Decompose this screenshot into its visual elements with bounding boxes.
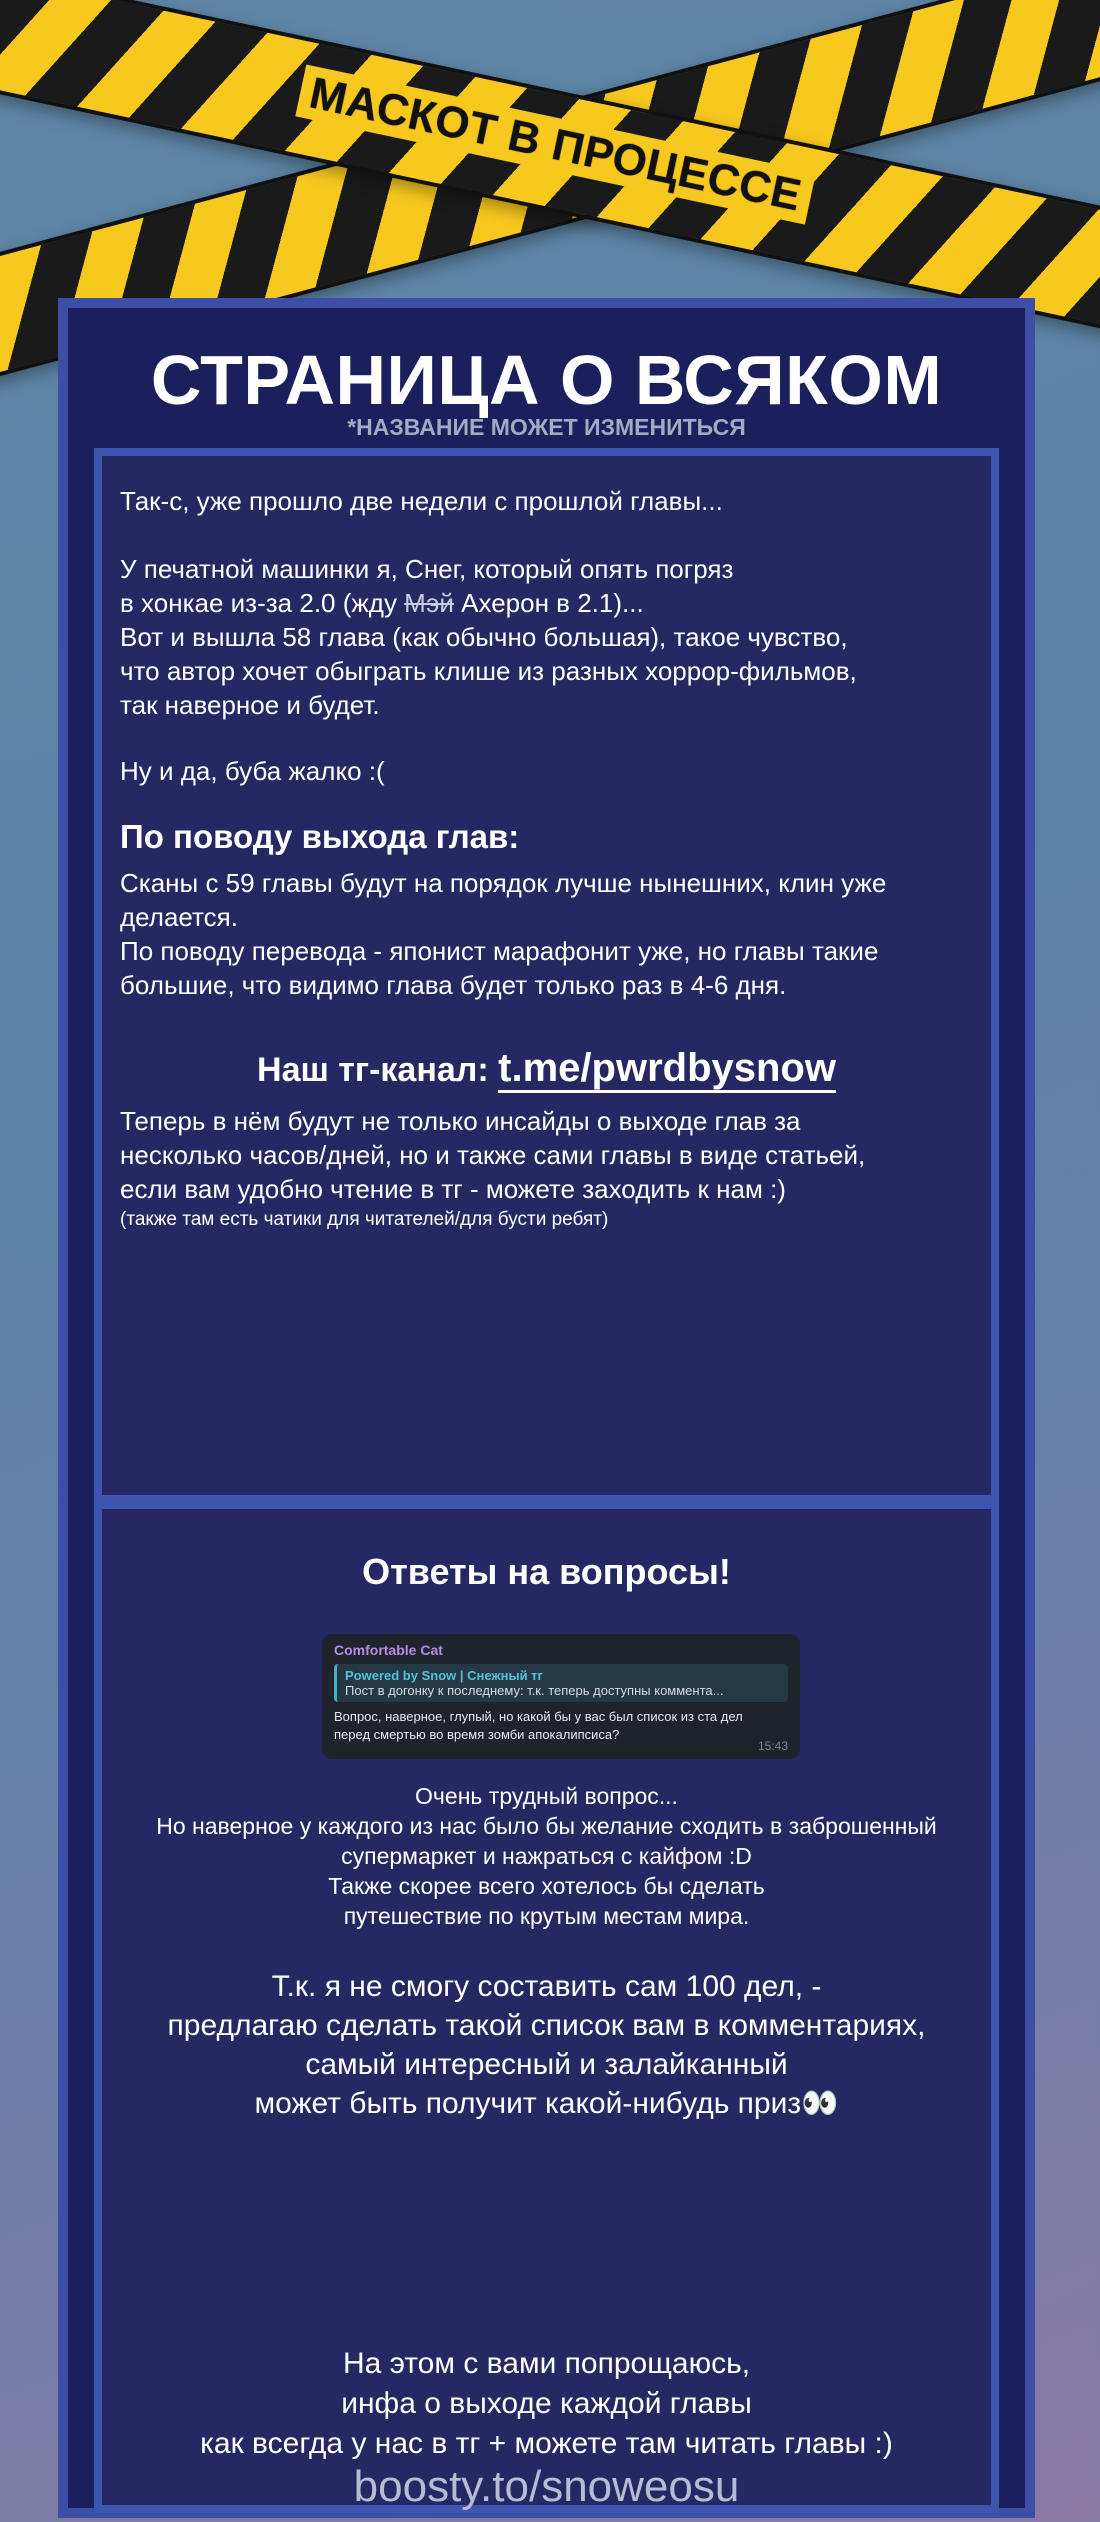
chat-quote-text: Пост в догонку к последнему: т.к. теперь доступны коммента... <box>345 1683 724 1698</box>
chat-screenshot <box>322 1634 800 1759</box>
chat-username: Comfortable Cat <box>334 1642 443 1658</box>
intro-line: так наверное и будет. <box>120 690 380 720</box>
qa-answer: Очень трудный вопрос... Но наверное у каждого из нас было бы желание сходить в заброшенный супермаркет и нажраться с кайфом :D Также скорее всего хотелось бы сделать путешествие по крутым местам мира. <box>156 1783 937 1929</box>
telegram-note: (также там есть чатики для читателей/для бусти ребят) <box>120 1209 609 1230</box>
main-frame <box>58 298 1035 2518</box>
tape-label: МАСКОТ В ПРОЦЕССЕ <box>295 66 815 223</box>
intro-line: в хонкае из-за 2.0 (жду Мэй Ахерон в 2.1)... <box>120 588 644 618</box>
chat-reply-quote <box>334 1664 788 1702</box>
chat-quote-source: Powered by Snow | Снежный тг <box>345 1668 543 1683</box>
intro-line: Вот и вышла 58 глава (как обычно большая), такое чувство, <box>120 622 848 652</box>
strikethrough-text: Мэй <box>404 588 454 618</box>
boosty-link[interactable]: boosty.to/snoweosu <box>353 2462 740 2511</box>
telegram-heading: Наш тг-канал: t.me/pwrdbysnow <box>102 1046 991 1091</box>
intro-line: У печатной машинки я, Снег, который опять погряз <box>120 554 734 584</box>
qa-proposal: Т.к. я не смогу составить сам 100 дел, - предлагаю сделать такой список вам в комментариях, самый интересный и залайканный может быть получит какой-нибудь приз👀 <box>167 1970 926 2120</box>
page-title: СТРАНИЦА О ВСЯКОМ <box>150 341 943 419</box>
release-heading: По поводу выхода глав: <box>120 818 520 855</box>
intro-line: Ну и да, буба жалко :( <box>120 756 385 786</box>
intro-paragraph <box>120 552 980 722</box>
qa-panel <box>94 1503 999 2513</box>
chat-message: Вопрос, наверное, глупый, но какой бы у вас был список из ста дел перед смертью во время зомби апокалипсиса? <box>334 1709 743 1742</box>
telegram-paragraph: Теперь в нём будут не только инсайды о выходе глав за несколько часов/дней, но и также сами главы в виде статьей, если вам удобно чтение в тг - можете заходить к нам :) <box>120 1106 866 1204</box>
news-panel <box>94 448 999 1503</box>
release-paragraph: Сканы с 59 главы будут на порядок лучше нынешних, клин уже делается. По поводу перевода - японист марафонит уже, но главы такие большие, что видимо глава будет только раз в 4-6 дня. <box>120 868 887 1000</box>
intro-line: Так-с, уже прошло две недели с прошлой главы... <box>120 486 723 516</box>
chat-timestamp: 15:43 <box>757 1739 788 1753</box>
intro-line: что автор хочет обыграть клише из разных хоррор-фильмов, <box>120 656 857 686</box>
page-subtitle: *НАЗВАНИЕ МОЖЕТ ИЗМЕНИТЬСЯ <box>347 414 746 440</box>
qa-heading: Ответы на вопросы! <box>362 1551 731 1592</box>
telegram-link[interactable]: t.me/pwrdbysnow <box>498 1046 836 1093</box>
farewell-text: На этом с вами попрощаюсь, инфа о выходе каждой главы как всегда у нас в тг + можете там читать главы :) <box>200 2347 893 2460</box>
